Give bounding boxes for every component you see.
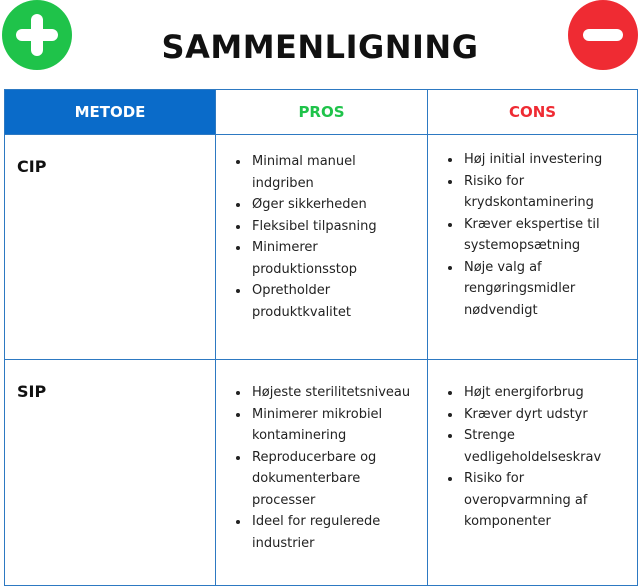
comparison-table xyxy=(4,89,638,586)
pros-list-sip xyxy=(216,360,427,554)
list-item: • Reproducerbare og dokumenterbare processer xyxy=(250,447,419,512)
list-item: • Minimerer produktionsstop xyxy=(250,237,419,280)
method-name-cip: CIP xyxy=(17,157,47,176)
list-item: • Minimal manuel indgriben xyxy=(250,151,419,194)
pros-cell-cip xyxy=(216,135,428,360)
method-cell xyxy=(5,360,216,586)
list-item: • Højt energiforbrug xyxy=(462,382,629,404)
list-item: • Fleksibel tilpasning xyxy=(250,216,419,238)
pros-list-cip xyxy=(216,135,427,323)
list-item: • Højeste sterilitetsniveau xyxy=(250,382,419,404)
column-header-metode: METODE xyxy=(5,90,216,135)
list-item: • Risiko for overopvarmning af komponenter xyxy=(462,468,629,533)
list-item: • Nøje valg af rengøringsmidler nødvendigt xyxy=(462,257,629,322)
pros-cell-sip xyxy=(216,360,428,586)
cons-cell-cip xyxy=(428,135,638,360)
column-header-cons: CONS xyxy=(428,90,638,135)
list-item: • Strenge vedligeholdelseskrav xyxy=(462,425,629,468)
list-item: • Opretholder produktkvalitet xyxy=(250,280,419,323)
cons-list-sip xyxy=(428,360,637,533)
list-item: • Kræver ekspertise til systemopsætning xyxy=(462,214,629,257)
table-row-sip xyxy=(5,360,638,586)
list-item: • Høj initial investering xyxy=(462,149,629,171)
cons-cell-sip xyxy=(428,360,638,586)
list-item: • Minimerer mikrobiel kontaminering xyxy=(250,404,419,447)
page-title: SAMMENLIGNING xyxy=(161,28,479,66)
cons-list-cip xyxy=(428,135,637,321)
method-cell xyxy=(5,135,216,360)
column-header-pros: PROS xyxy=(216,90,428,135)
table-row-cip xyxy=(5,135,638,360)
list-item: • Risiko for krydskontaminering xyxy=(462,171,629,214)
list-item: • Ideel for regulerede industrier xyxy=(250,511,419,554)
list-item: • Kræver dyrt udstyr xyxy=(462,404,629,426)
list-item: • Øger sikkerheden xyxy=(250,194,419,216)
table-header-row xyxy=(5,90,638,135)
method-name-sip: SIP xyxy=(17,382,47,401)
